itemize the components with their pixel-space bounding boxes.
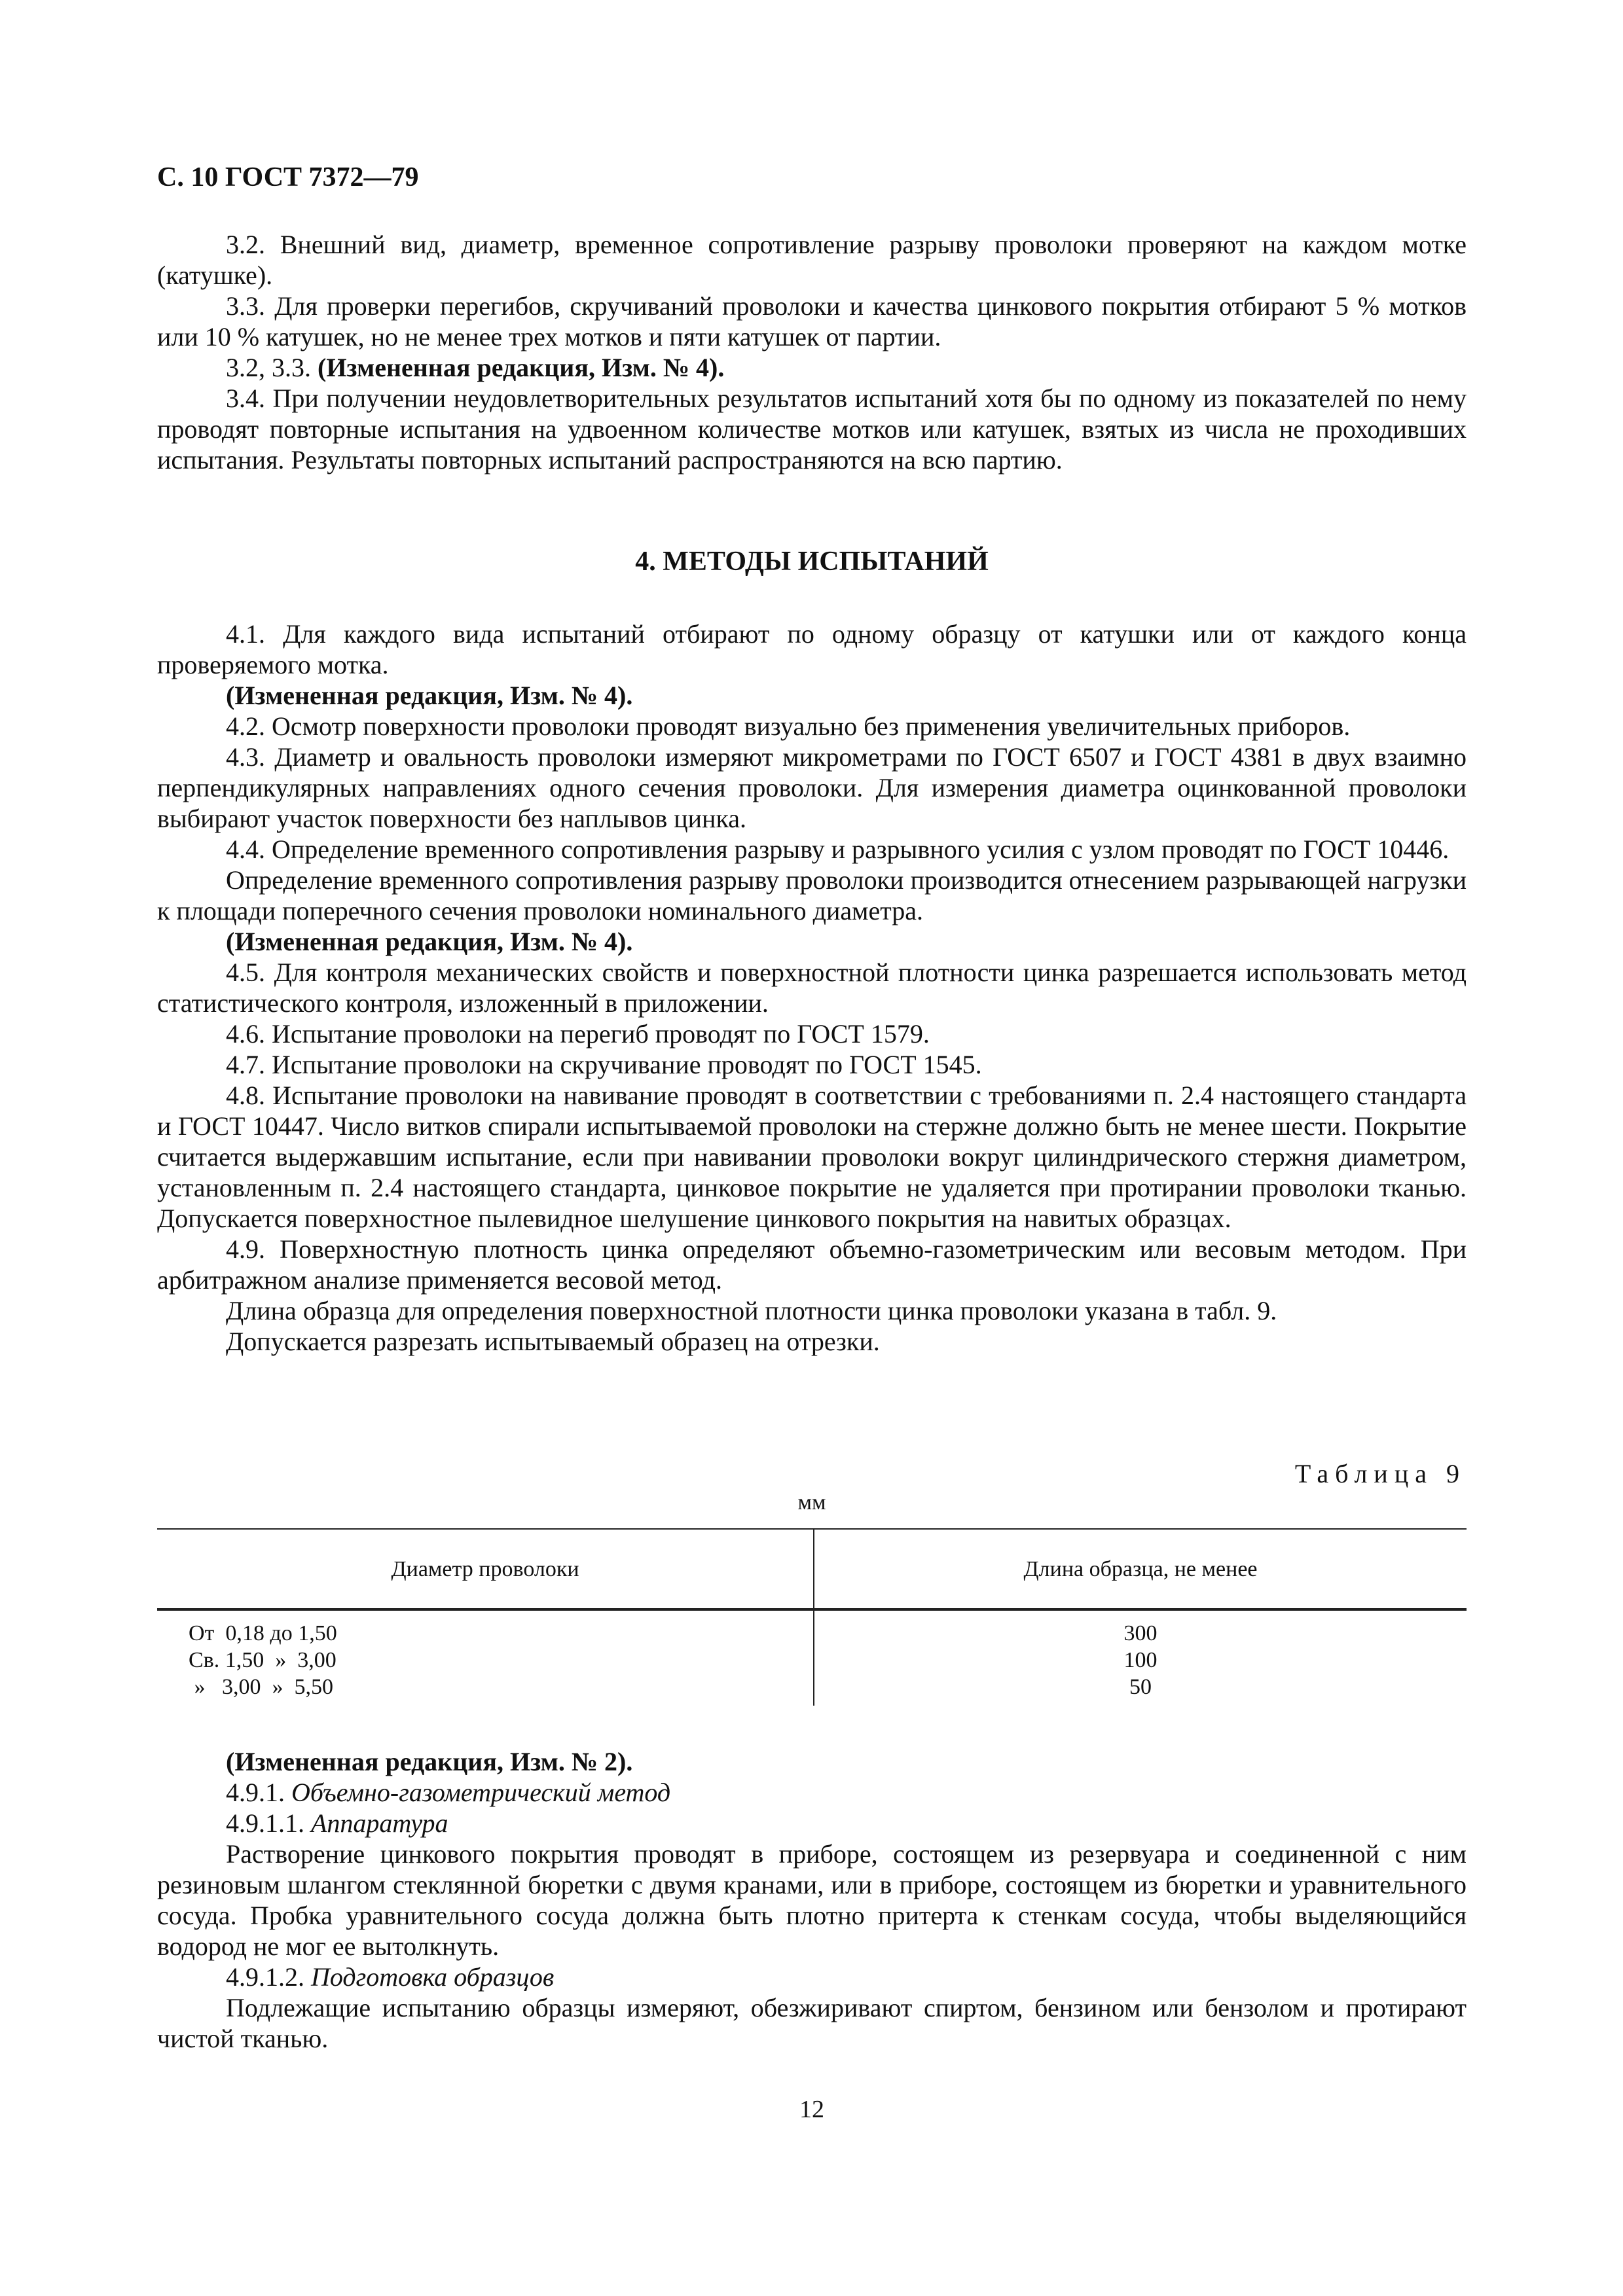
clause-text: Испытание проволоки на скручивание проводят по ГОСТ 1545. [265, 1050, 982, 1079]
paragraph-4-5 [157, 957, 1467, 1018]
amendment-note [157, 680, 1467, 711]
clause-text: Диаметр и овальность проволоки измеряют микрометрами по ГОСТ 6507 и ГОСТ 4381 в двух взаимно перпендикулярных направлениях одного сечения проволоки. Для измерения диаметра оцинкованной проволоки выбирают участок поверхности без наплывов цинка. [157, 742, 1467, 833]
paragraph-3-4 [157, 383, 1467, 475]
diameter-cell [157, 1609, 814, 1706]
section-title: 4. МЕТОДЫ ИСПЫТАНИЙ [635, 547, 989, 577]
paragraph-4-1 [157, 619, 1467, 680]
clause-text: Определение временного сопротивления разрыву проволоки производится отнесением разрывающей нагрузки к площади поперечного сечения проволоки номинального диаметра. [157, 865, 1467, 925]
clause-number: 4.5. [226, 958, 265, 987]
column-header-length: Длина образца, не менее [814, 1529, 1467, 1609]
sample-length-table [157, 1528, 1467, 1706]
length-cell [814, 1609, 1467, 1706]
subsection-heading [157, 1777, 1467, 1808]
body-paragraphs [157, 619, 1467, 1357]
table-cell: 100 [1123, 1648, 1158, 1672]
clause-number: 4.9. [226, 1234, 265, 1264]
column-header-diameter: Диаметр проволоки [157, 1529, 814, 1609]
top-paragraphs [157, 229, 1467, 475]
table-cell: От 0,18 до 1,50 [189, 1621, 337, 1645]
paragraph-text [157, 1839, 1467, 1962]
clause-number: 3.2, 3.3. [226, 353, 311, 382]
clause-text: При получении неудовлетворительных результатов испытаний хотя бы по одному из показателей по нему проводят повторные испытания на удвоенном количестве мотков или катушек, взятых из числа не проходивших испытания. Результаты повторных испытаний распространяются на всю партию. [157, 384, 1467, 475]
table-cell: 50 [1129, 1675, 1152, 1699]
clause-text: Подлежащие испытанию образцы измеряют, обезжиривают спиртом, бензином или бензолом и протирают чистой тканью. [157, 1993, 1467, 2053]
clause-number: 3.2. [226, 230, 265, 259]
clause-number: 4.2. [226, 711, 265, 741]
clause-text: Длина образца для определения поверхностной плотности цинка проволоки указана в табл. 9. [226, 1296, 1277, 1325]
clause-text: Допускается разрезать испытываемый образец на отрезки. [226, 1327, 880, 1356]
clause-number: 4.7. [226, 1050, 265, 1079]
clause-number: 4.9.1.2. [226, 1962, 304, 1992]
clause-text: Испытание проволоки на навивание проводят в соответствии с требованиями п. 2.4 настоящего стандарта и ГОСТ 10447. Число витков спирали испытываемой проволоки на стержне должно быть не менее шести. Покрытие считается выдержавшим испытание, если при навивании проволоки вокруг цилиндрического стержня диаметром, установленным п. 2.4 настоящего стандарта, цинковое покрытие не удаляется при протирании проволоки тканью. Допускается поверхностное пылевидное шелушение цинкового покрытия на навитых образцах. [157, 1081, 1467, 1233]
paragraph-4-3 [157, 742, 1467, 834]
page-header: С. 10 ГОСТ 7372—79 [157, 162, 419, 192]
clause-text: Для проверки перегибов, скручиваний проволоки и качества цинкового покрытия отбирают 5 % мотков или 10 % катушек, но не менее трех мотков и пяти катушек от партии. [157, 291, 1467, 351]
amendment-note [157, 926, 1467, 957]
paragraph-4-7 [157, 1049, 1467, 1080]
table-cell: » 3,00 » 5,50 [189, 1675, 333, 1699]
amendment-note [157, 1746, 1467, 1777]
clause-text: Определение временного сопротивления разрыву и разрывного усилия с узлом проводят по ГОСТ 10446. [265, 834, 1450, 864]
paragraph-4-2 [157, 711, 1467, 742]
subsection-title: Аппаратура [304, 1808, 448, 1838]
amendment-text: (Измененная редакция, Изм. № 4). [226, 681, 633, 710]
paragraph-text [157, 1295, 1467, 1326]
table-caption: Таблица 9 [1294, 1459, 1466, 1488]
clause-text: Поверхностную плотность цинка определяют объемно-газометрическим или весовым методом. При арбитражном анализе применяется весовой метод. [157, 1234, 1467, 1295]
paragraph-3-2 [157, 229, 1467, 291]
subsection-title: Подготовка образцов [304, 1962, 555, 1992]
clause-text: Внешний вид, диаметр, временное сопротивление разрыву проволоки проверяют на каждом мотке (катушке). [157, 230, 1467, 290]
table-unit: мм [797, 1490, 826, 1515]
clause-number: 4.1. [226, 619, 265, 649]
clause-text: Растворение цинкового покрытия проводят в приборе, состоящем из резервуара и соединенной с ним резиновым шлангом стеклянной бюретки с двумя кранами, или в приборе, состоящем из бюретки и уравнительного сосуда. Пробка уравнительного сосуда должна быть плотно притерта к стенкам сосуда, чтобы выделяющийся водород не мог ее вытолкнуть. [157, 1839, 1467, 1961]
table-cell: 300 [1123, 1621, 1158, 1645]
amendment-text: (Измененная редакция, Изм. № 2). [226, 1747, 633, 1776]
clause-text: Испытание проволоки на перегиб проводят по ГОСТ 1579. [265, 1019, 930, 1049]
clause-number: 3.3. [226, 291, 265, 321]
paragraph-4-6 [157, 1018, 1467, 1049]
clause-number: 4.8. [226, 1081, 265, 1110]
paragraph-text [157, 1326, 1467, 1357]
table-cell: Св. 1,50 » 3,00 [189, 1648, 337, 1672]
clause-text: Для контроля механических свойств и поверхностной плотности цинка разрешается использовать метод статистического контроля, изложенный в приложении. [157, 958, 1467, 1018]
paragraph-text [157, 865, 1467, 926]
clause-number: 4.3. [226, 742, 265, 772]
amendment-text: (Измененная редакция, Изм. № 4). [311, 353, 725, 382]
clause-text: Для каждого вида испытаний отбирают по одному образцу от катушки или от каждого конца проверяемого мотка. [157, 619, 1467, 679]
clause-number: 4.9.1.1. [226, 1808, 304, 1838]
paragraph-4-4 [157, 834, 1467, 865]
subsection-heading [157, 1808, 1467, 1839]
clause-number: 4.9.1. [226, 1778, 285, 1807]
paragraph-3-3 [157, 291, 1467, 352]
bottom-paragraphs [157, 1746, 1467, 2054]
table-body-row [157, 1609, 1467, 1706]
subsection-title: Объемно-газометрический метод [285, 1778, 671, 1807]
table-header-row [157, 1529, 1467, 1609]
amendment-text: (Измененная редакция, Изм. № 4). [226, 927, 633, 956]
paragraph-4-8 [157, 1080, 1467, 1234]
amendment-note [157, 352, 1467, 383]
clause-text: Осмотр поверхности проволоки проводят визуально без применения увеличительных приборов. [265, 711, 1351, 741]
paragraph-4-9 [157, 1234, 1467, 1295]
clause-number: 3.4. [226, 384, 265, 413]
paragraph-text [157, 1992, 1467, 2054]
clause-number: 4.4. [226, 834, 265, 864]
page-number: 12 [799, 2096, 824, 2123]
clause-number: 4.6. [226, 1019, 265, 1049]
subsection-heading [157, 1962, 1467, 1992]
